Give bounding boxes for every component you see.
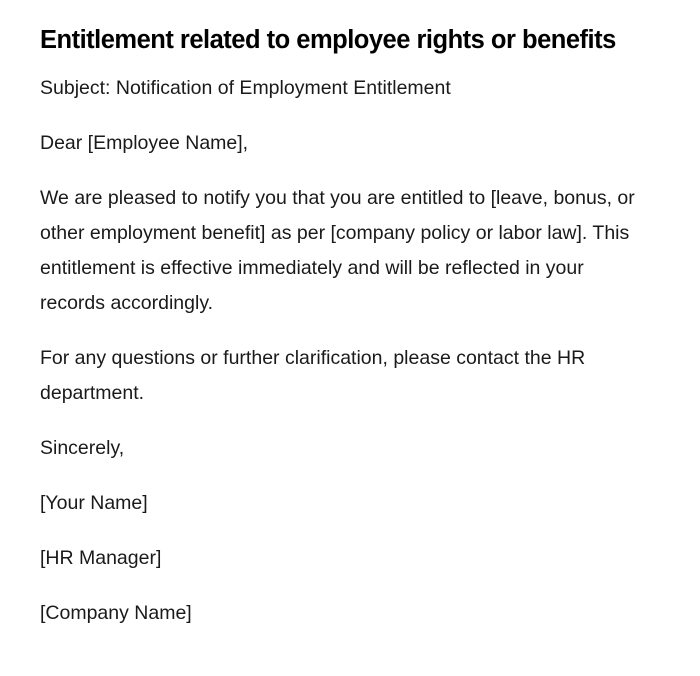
signer-name: [Your Name] (40, 492, 148, 514)
body-paragraph-entitlement: We are pleased to notify you that you are entitled to [leave, bonus, or other employment benefit] as per [company policy or labor law]. This entitlement is effective immediately and will be reflected in your records accordingly. (40, 187, 635, 314)
company-name: [Company Name] (40, 602, 192, 624)
salutation: Dear [Employee Name], (40, 132, 249, 154)
signer-title: [HR Manager] (40, 547, 162, 569)
document-title: Entitlement related to employee rights or benefits (40, 26, 616, 54)
body-paragraph-contact: For any questions or further clarification, please contact the HR department. (40, 347, 586, 404)
letter-document (40, 22, 652, 651)
closing: Sincerely, (40, 437, 125, 459)
subject-line: Subject: Notification of Employment Entitlement (40, 77, 451, 99)
